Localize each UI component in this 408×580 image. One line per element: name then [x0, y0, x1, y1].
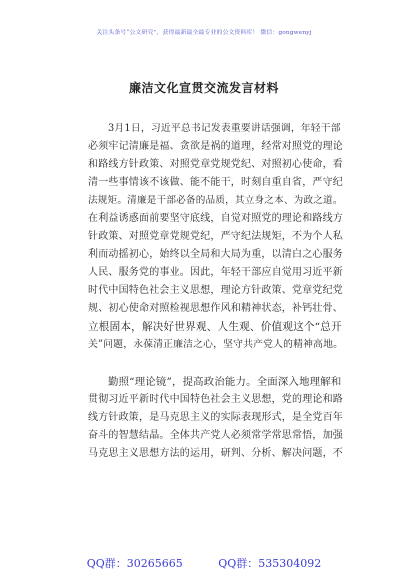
page-footer: [0, 555, 408, 571]
paragraph-2-line: 勤照“理论镜”，提高政治能力。全面深入地理解和: [108, 376, 342, 388]
paragraph-2-line: 贯彻习近平新时代中国特色社会主义思想，党的理论和路: [88, 394, 343, 405]
paragraph-1-line: 针政策、对照党章党规党纪，严守纪法规矩，不为个人私: [88, 231, 343, 242]
paragraph-2-line: 奋斗的智慧结晶。全体共产党人必须常学常思常悟，加强: [88, 430, 343, 441]
paragraph-1-line: 3月1日，习近平总书记发表重要讲话强调，年轻干部: [108, 123, 341, 134]
qq-group-2: QQ群：535304092: [218, 557, 322, 570]
qq-group-1: QQ群：30265665: [86, 557, 183, 570]
paragraph-2-line: 线方针政策，是马克思主义的实际表现形式，是全党百年: [88, 412, 343, 423]
promo-banner: 关注头条号“公文研究”，获得最新最全最专业的公文资料库！ 微信：gongwenyj: [96, 30, 312, 36]
paragraph-1-line: 在利益诱惑面前要坚守底线，自觉对照党的理论和路线方: [88, 213, 343, 224]
paragraph-1-line: 法规矩。清廉是干部必备的品质，其立身之本、为政之道。: [88, 195, 343, 206]
paragraph-1-line: 立根固本，解决好世界观、人生观、价值观这个“总开: [88, 321, 342, 333]
paragraph-1-line: 规、初心使命对照检视思想作风和精神状态，补钙壮骨、: [88, 303, 343, 314]
paragraph-1-line: 必须牢记清廉是福、贪欲是祸的道理，经常对照党的理论: [88, 141, 343, 152]
paragraph-1-line: 时代中国特色社会主义思想，理论方针政策、党章党纪党: [88, 285, 343, 296]
paragraph-1-line: 人民、服务党的事业。因此，年轻干部应自觉用习近平新: [88, 267, 343, 278]
paragraph-1-line: 关”问题，永葆清正廉洁之心，坚守共产党人的精神高地。: [88, 339, 344, 350]
document-title: 廉洁文化宣贯交流发言材料: [128, 81, 279, 95]
paragraph-1-line: 清一些事情该不该做、能不能干，时刻自重自省，严守纪: [88, 177, 343, 188]
paragraph-1-line: 和路线方针政策、对照党章党规党纪、对照初心使命，看: [88, 159, 343, 170]
paragraph-2-line: 马克思主义思想方法的运用，研判、分析、解决问题，不: [88, 448, 343, 459]
paragraph-1-line: 利而动摇初心，始终以全局和大局为重，以清白之心服务: [88, 249, 343, 260]
